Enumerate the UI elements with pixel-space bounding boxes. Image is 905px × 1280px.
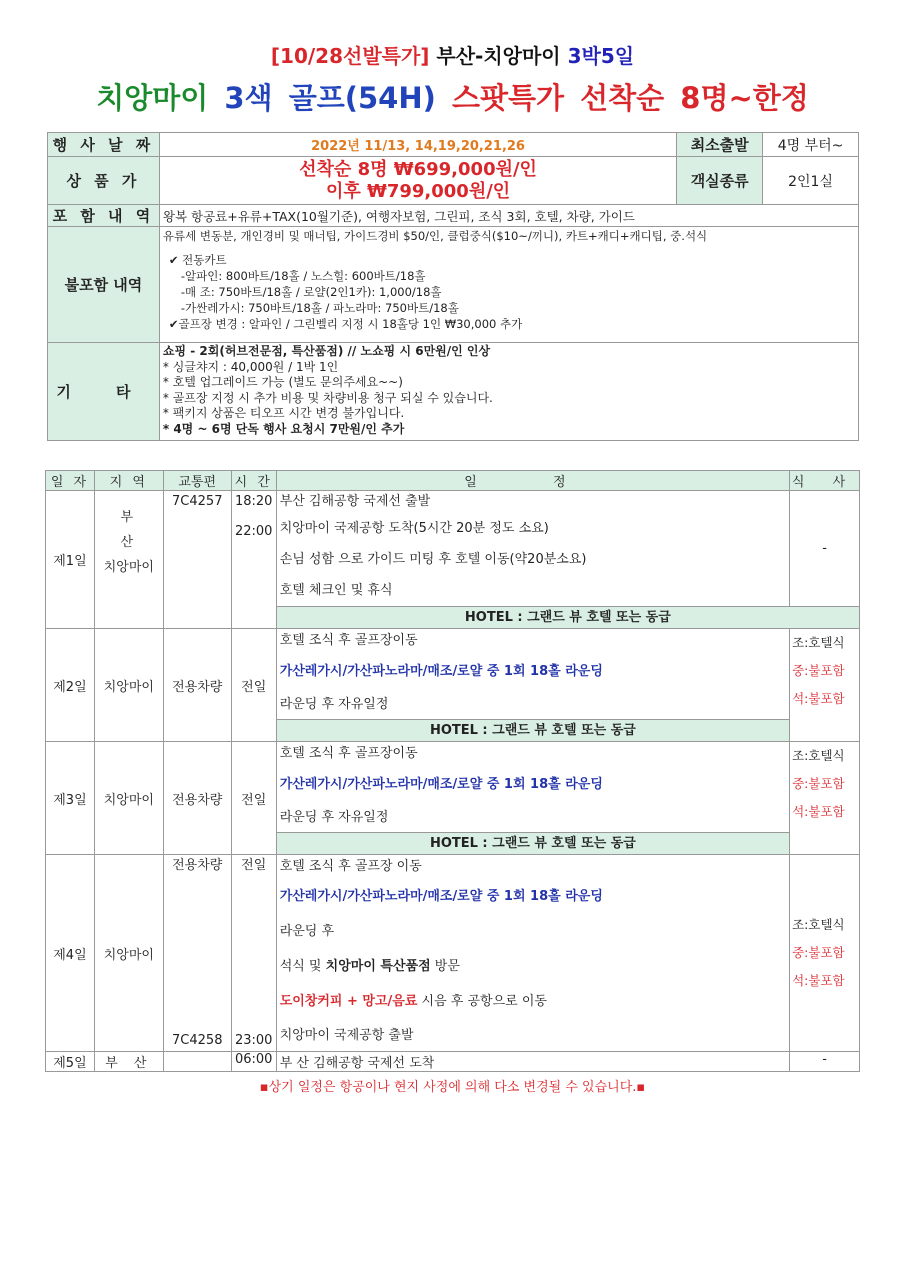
day3-hotel: HOTEL : 그랜드 뷰 호텔 또는 동급	[276, 833, 789, 855]
day2-meal: 석:불포함	[792, 691, 845, 706]
day2-plan	[276, 629, 789, 720]
day4-item5-a: 도이창커피 + 망고/음료	[279, 994, 418, 1009]
day4-label: 제4일	[46, 855, 95, 1052]
min-value: 4명 부터~	[763, 133, 859, 157]
day1-label: 제1일	[46, 491, 95, 629]
day4-transport-cell	[163, 855, 231, 1052]
day2-label: 제2일	[46, 629, 95, 742]
day4-item	[277, 949, 789, 985]
excl-line: -매 조: 750바트/18홀 / 로얄(2인1카): 1,000/18홀	[180, 285, 442, 299]
day3-item: 라운딩 후 자유일정	[279, 810, 389, 825]
day2-item: 호텔 조식 후 골프장이동	[279, 633, 418, 648]
incl-label: 포 함 내 역	[48, 205, 160, 227]
day3-meals	[790, 742, 860, 855]
duration: 3박5일	[567, 44, 635, 68]
day2-hotel: HOTEL : 그랜드 뷰 호텔 또는 동급	[276, 720, 789, 742]
day4-item	[277, 985, 789, 1019]
day5-region: 부 산	[94, 1052, 163, 1072]
day4-time2: 23:00	[234, 1033, 273, 1048]
excl-value	[159, 227, 858, 343]
day3-plan	[276, 742, 789, 833]
day5-meal: -	[790, 1052, 860, 1072]
misc-line: * 싱글챠지 : 40,000원 / 1박 1인	[162, 359, 339, 374]
excl-line: ✔골프장 변경 : 알파인 / 그린벨리 지정 시 18홀당 1인 ₩30,000 추가	[168, 317, 523, 331]
day1-item: 손님 성함 으로 가이드 미팅 후 호텔 이동(약20분소요)	[279, 552, 587, 567]
day1-plan	[276, 491, 789, 607]
col-plan: 일 정	[276, 471, 789, 491]
date-value: 2022년 11/13, 14,19,20,21,26	[159, 133, 676, 157]
price-line1: 선착순 8명 ₩699,000원/인	[299, 158, 537, 180]
day2-meal: 중:불포함	[792, 663, 845, 678]
day1-region1: 부 산	[120, 510, 148, 550]
route: 부산-치앙마이	[436, 44, 561, 68]
day2-row	[46, 629, 860, 720]
day1-region	[94, 491, 163, 629]
day3-meal: 석:불포함	[792, 804, 845, 819]
day3-time: 전일	[231, 742, 276, 855]
day1-hotel: HOTEL : 그랜드 뷰 호텔 또는 동급	[276, 607, 859, 629]
day1-time1: 18:20	[234, 494, 273, 509]
day1-flight: 7C4257	[163, 491, 231, 629]
info-table	[47, 132, 859, 441]
day3-meal: 조:호텔식	[792, 748, 845, 763]
title-part1: 치앙마이	[96, 81, 209, 115]
excl-label: 불포함 내역	[48, 227, 160, 343]
day1-item: 호텔 체크인 및 휴식	[279, 583, 393, 598]
room-value: 2인1실	[763, 157, 859, 205]
footer-note: ▪상기 일정은 항공이나 현지 사정에 의해 다소 변경될 수 있습니다.▪	[259, 1080, 646, 1095]
misc-line: * 4명 ~ 6명 단독 행사 요청시 7만원/인 추가	[162, 421, 405, 436]
day4-meal: 중:불포함	[792, 945, 845, 960]
day4-item5-b: 시음 후 공항으로 이동	[417, 994, 547, 1009]
day4-item: 가산레가시/가산파노라마/매조/로얄 중 1회 18홀 라운딩	[279, 889, 603, 904]
title-part4: 스팟특가 선착순 8명~한정	[451, 81, 809, 115]
price-label: 상 품 가	[48, 157, 160, 205]
day4-plan	[276, 855, 789, 1052]
price-value	[159, 157, 676, 205]
day1-region2: 치앙마이	[103, 560, 154, 575]
day2-region: 치앙마이	[94, 629, 163, 742]
day3-transport: 전용차량	[163, 742, 231, 855]
day2-item: 라운딩 후 자유일정	[279, 697, 389, 712]
day4-item4-b: 치앙마이 특산품점	[325, 959, 431, 974]
day3-region: 치앙마이	[94, 742, 163, 855]
price-line2: 이후 ₩799,000원/인	[325, 180, 511, 202]
day5-item: 부 산 김해공항 국제선 도착	[276, 1052, 789, 1072]
day1-item: 부산 김해공항 국제선 출발	[279, 494, 431, 509]
misc-line: * 팩키지 상품은 티오프 시간 변경 불가입니다.	[162, 406, 405, 420]
day5-transport	[163, 1052, 231, 1072]
day2-meals	[790, 629, 860, 742]
incl-value: 왕복 항공료+유류+TAX(10월기준), 여행자보험, 그린피, 조식 3회, 호텔, 차량, 가이드	[159, 205, 858, 227]
day4-meals	[790, 855, 860, 1052]
day3-item: 호텔 조식 후 골프장이동	[279, 746, 418, 761]
misc-line: * 골프장 지정 시 추가 비용 및 차량비용 청구 되실 수 있습니다.	[162, 390, 493, 405]
day4-item: 치앙마이 국제공항 출발	[279, 1028, 414, 1043]
day3-label: 제3일	[46, 742, 95, 855]
day4-time-cell	[231, 855, 276, 1052]
day1-times	[231, 491, 276, 629]
title-part2: 3색	[224, 81, 273, 115]
day4-transport: 전용차량	[172, 858, 223, 873]
col-region: 지 역	[94, 471, 163, 491]
misc-line: 쇼핑 - 2회(허브전문점, 특산품점) // 노쇼핑 시 6만원/인 인상	[162, 344, 491, 358]
day5-row	[46, 1052, 860, 1072]
header-line2	[0, 76, 905, 117]
title-part3: 골프(54H)	[288, 81, 436, 115]
day1-meal: -	[790, 491, 860, 607]
day4-meal: 조:호텔식	[792, 917, 845, 932]
day4-meal: 석:불포함	[792, 973, 845, 988]
day4-item4-a: 석식 및	[279, 959, 326, 974]
day1-time2: 22:00	[234, 524, 273, 539]
col-day: 일 자	[46, 471, 95, 491]
day3-row	[46, 742, 860, 833]
day1-row	[46, 491, 860, 607]
day4-item4-c: 방문	[430, 959, 460, 974]
excl-line: -알파인: 800바트/18홀 / 노스힐: 600바트/18홀	[180, 269, 426, 283]
col-meal: 식 사	[790, 471, 860, 491]
excl-line: -가싼레가시: 750바트/18홀 / 파노라마: 750바트/18홀	[180, 301, 459, 315]
min-label: 최소출발	[677, 133, 763, 157]
misc-value	[159, 343, 858, 441]
schedule-table	[45, 470, 860, 1072]
day4-row	[46, 855, 860, 1052]
room-label: 객실종류	[677, 157, 763, 205]
day4-flight: 7C4258	[172, 1033, 223, 1048]
header-line1	[0, 40, 905, 69]
day4-item: 호텔 조식 후 골프장 이동	[279, 859, 422, 874]
col-transport: 교통편	[163, 471, 231, 491]
day2-transport: 전용차량	[163, 629, 231, 742]
day2-meal: 조:호텔식	[792, 635, 845, 650]
schedule-header	[46, 471, 860, 491]
day5-label: 제5일	[46, 1052, 95, 1072]
day5-time: 06:00	[231, 1052, 276, 1072]
day2-time: 전일	[231, 629, 276, 742]
day3-item: 가산레가시/가산파노라마/매조/로얄 중 1회 18홀 라운딩	[279, 777, 603, 792]
excl-line: ✔ 전동카트	[168, 253, 227, 267]
day3-meal: 중:불포함	[792, 776, 845, 791]
promo-tag: [10/28선발특가]	[270, 44, 430, 68]
date-label: 행 사 날 짜	[48, 133, 160, 157]
col-time: 시 간	[231, 471, 276, 491]
day2-item: 가산레가시/가산파노라마/매조/로얄 중 1회 18홀 라운딩	[279, 664, 603, 679]
day4-time: 전일	[241, 858, 267, 873]
misc-line: * 호텔 업그레이드 가능 (별도 문의주세요~~)	[162, 375, 403, 389]
excl-line: 유류세 변동분, 개인경비 및 매너팁, 가이드경비 $50/인, 클럽중식($10~/끼니), 카트+캐디+캐디팁, 중.석식	[162, 229, 708, 243]
day4-region: 치앙마이	[94, 855, 163, 1052]
day1-item: 치앙마이 국제공항 도착(5시간 20분 정도 소요)	[279, 521, 549, 536]
day4-item: 라운딩 후	[279, 924, 335, 939]
misc-label: 기 타	[48, 343, 160, 441]
